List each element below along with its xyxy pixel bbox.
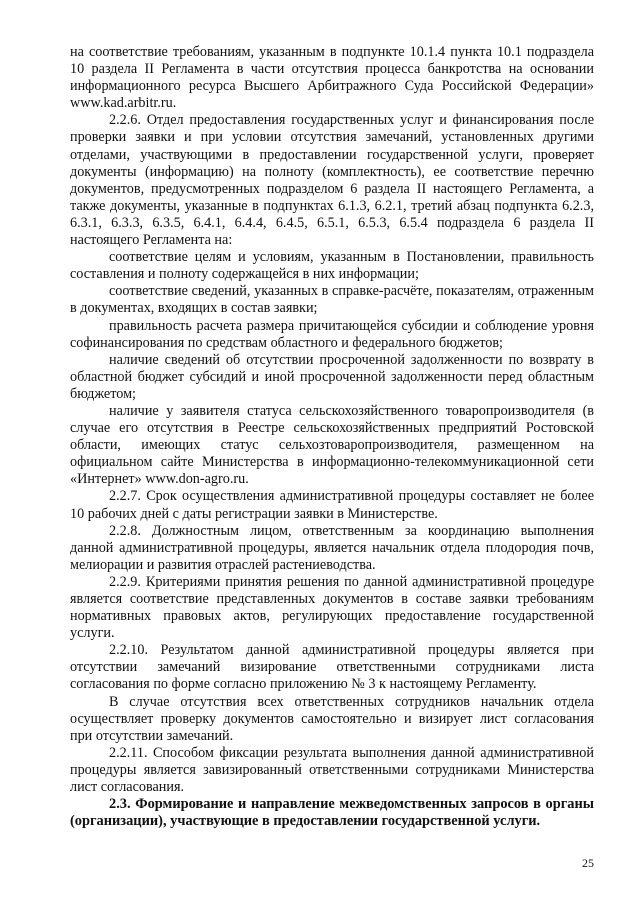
paragraph-criteria-subsidy-size: правильность расчета размера причитающейся субсидии и соблюдение уровня софинансирования по средствам областного и федерального бюджетов; [70,317,594,351]
paragraph-2-2-11: 2.2.11. Способом фиксации результата выполнения данной административной процедуры является завизированный ответственными сотрудниками Министерства лист согласования. [70,744,594,796]
paragraph-2-2-9: 2.2.9. Критериями принятия решения по данной административной процедуре является соответствие представленных документов в составе заявки требованиям нормативных правовых актов, регулирующих предоставление государственной услуги. [70,573,594,642]
paragraph-2-2-10: 2.2.10. Результатом данной административной процедуры является при отсутствии замечаний визирование ответственными сотрудниками листа согласования по форме согласно приложению № 3 к настоящему Регламенту. [70,642,594,693]
paragraph-absence-case: В случае отсутствия всех ответственных сотрудников начальник отдела осуществляет проверку документов самостоятельно и визирует лист согласования при отсутствии замечаний. [70,693,594,744]
paragraph-criteria-producer-status: наличие у заявителя статуса сельскохозяйственного товаропроизводителя (в случае его отсутствия в Реестре сельскохозяйственных предприятий Ростовской области, имеющих статус сельхозтоваропроизводителя, размещенном на официальном сайте Министерства в информационно-телекоммуникационной сети «Интернет» www.don-agro.ru. [70,402,594,488]
paragraph-criteria-calculation-info: соответствие сведений, указанных в справке-расчёте, показателям, отраженным в документах, входящих в состав заявки; [70,283,594,317]
section-heading-2-3: 2.3. Формирование и направление межведомственных запросов в органы (организации), участвующие в предоставлении государственной услуги. [70,796,594,830]
paragraph-2-2-8: 2.2.8. Должностным лицом, ответственным за координацию выполнения данной административной процедуры, является начальник отдела плодородия почв, мелиорации и развития отраслей растениеводства. [70,522,594,573]
paragraph-continuation: на соответствие требованиям, указанным в подпункте 10.1.4 пункта 10.1 подраздела 10 раздела II Регламента в части отсутствия процесса банкротства на основании информационного ресурса Высшего Арбитражного Суда Российской Федерации» www.kad.arbitr.ru. [70,44,594,112]
paragraph-criteria-goals: соответствие целям и условиям, указанным в Постановлении, правильность составления и полноту содержащейся в них информации; [70,249,594,283]
paragraph-2-2-6: 2.2.6. Отдел предоставления государственных услуг и финансирования после проверки заявки и при условии отсутствия замечаний, установленных другими отделами, участвующими в предоставлении государственной услуги, проверяет документы (информацию) на полноту (комплектность), ее соответствие перечню документов, предусмотренных подразделом 6 раздела II настоящего Регламента, а также документы, указанные в подпунктах 6.1.3, 6.2.1, третий абзац подпункта 6.2.3, 6.3.1, 6.3.3, 6.3.5, 6.4.1, 6.4.4, 6.4.5, 6.5.1, 6.5.3, 6.5.4 подраздела 6 раздела II настоящего Регламента на: [70,112,594,249]
paragraph-2-2-7: 2.2.7. Срок осуществления административной процедуры составляет не более 10 рабочих дней с даты регистрации заявки в Министерстве. [70,488,594,522]
page-number: 25 [582,856,594,870]
paragraph-criteria-debt: наличие сведений об отсутствии просроченной задолженности по возврату в областной бюджет субсидий и иной просроченной задолженности перед областным бюджетом; [70,351,594,402]
